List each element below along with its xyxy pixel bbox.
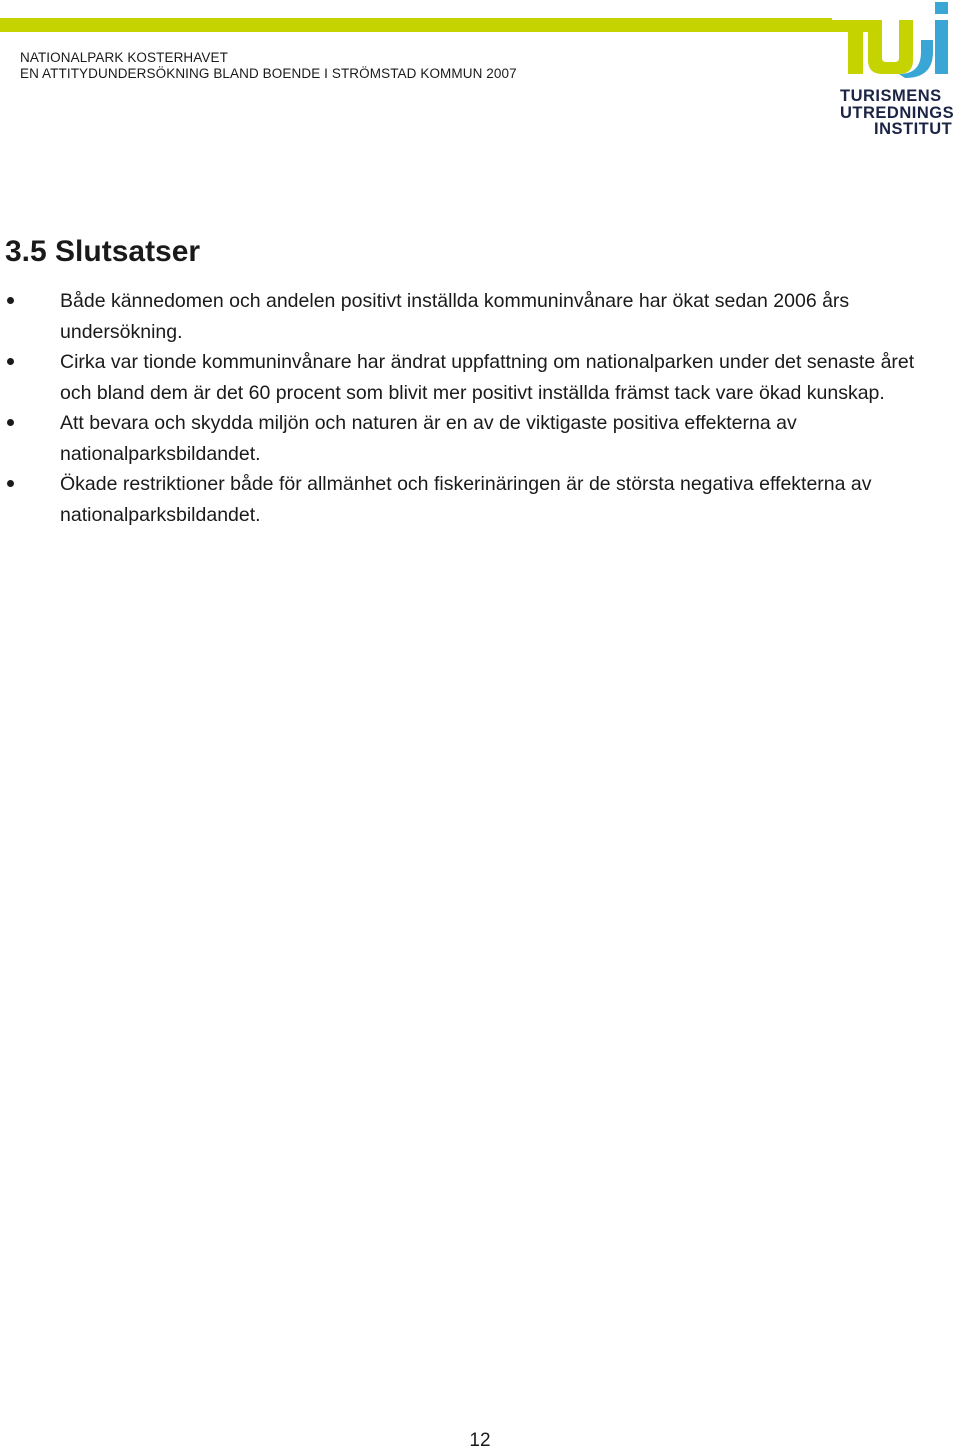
header-band xyxy=(0,18,832,32)
list-item xyxy=(0,286,960,347)
list-item-text: Cirka var tionde kommuninvånare har ändrat uppfattning om nationalparken under det senaste året och bland dem är det 60 procent som blivit mer positivt inställda främst tack vare ökad kunskap. xyxy=(60,351,915,404)
list-item-text: Både kännedomen och andelen positivt inställda kommuninvånare har ökat sedan 2006 års undersökning. xyxy=(60,290,850,343)
bullet-icon xyxy=(7,297,14,304)
logo-line-1: TURISMENS xyxy=(840,87,942,105)
running-header xyxy=(20,50,517,82)
header-line-1: NATIONALPARK KOSTERHAVET xyxy=(20,50,228,65)
section-heading: 3.5 Slutsatser xyxy=(5,235,201,268)
list-item-text: Att bevara och skydda miljön och naturen är en av de viktigaste positiva effekterna av nationalparksbildandet. xyxy=(60,412,797,465)
bullet-icon xyxy=(7,419,14,426)
logo-wordmark xyxy=(840,88,954,138)
list-item-text: Ökade restriktioner både för allmänhet och fiskerinäringen är de största negativa effekterna av nationalparksbildandet. xyxy=(60,473,872,526)
header-line-2: EN ATTITYDUNDERSÖKNING BLAND BOENDE I STRÖMSTAD KOMMUN 2007 xyxy=(20,66,517,81)
conclusions-list xyxy=(0,286,960,530)
list-item xyxy=(0,347,960,408)
bullet-icon xyxy=(7,358,14,365)
logo-i-dot xyxy=(935,2,948,14)
logo-line-2: UTREDNINGS xyxy=(840,103,955,122)
logo-u-shape xyxy=(868,20,913,74)
bullet-icon xyxy=(7,480,14,487)
list-item xyxy=(0,408,960,469)
logo-i-stem xyxy=(935,20,948,74)
logo-line-3: INSTITUT xyxy=(874,120,953,138)
logo-t-stem xyxy=(848,20,863,74)
page-number: 12 xyxy=(469,1430,491,1451)
list-item xyxy=(0,469,960,530)
